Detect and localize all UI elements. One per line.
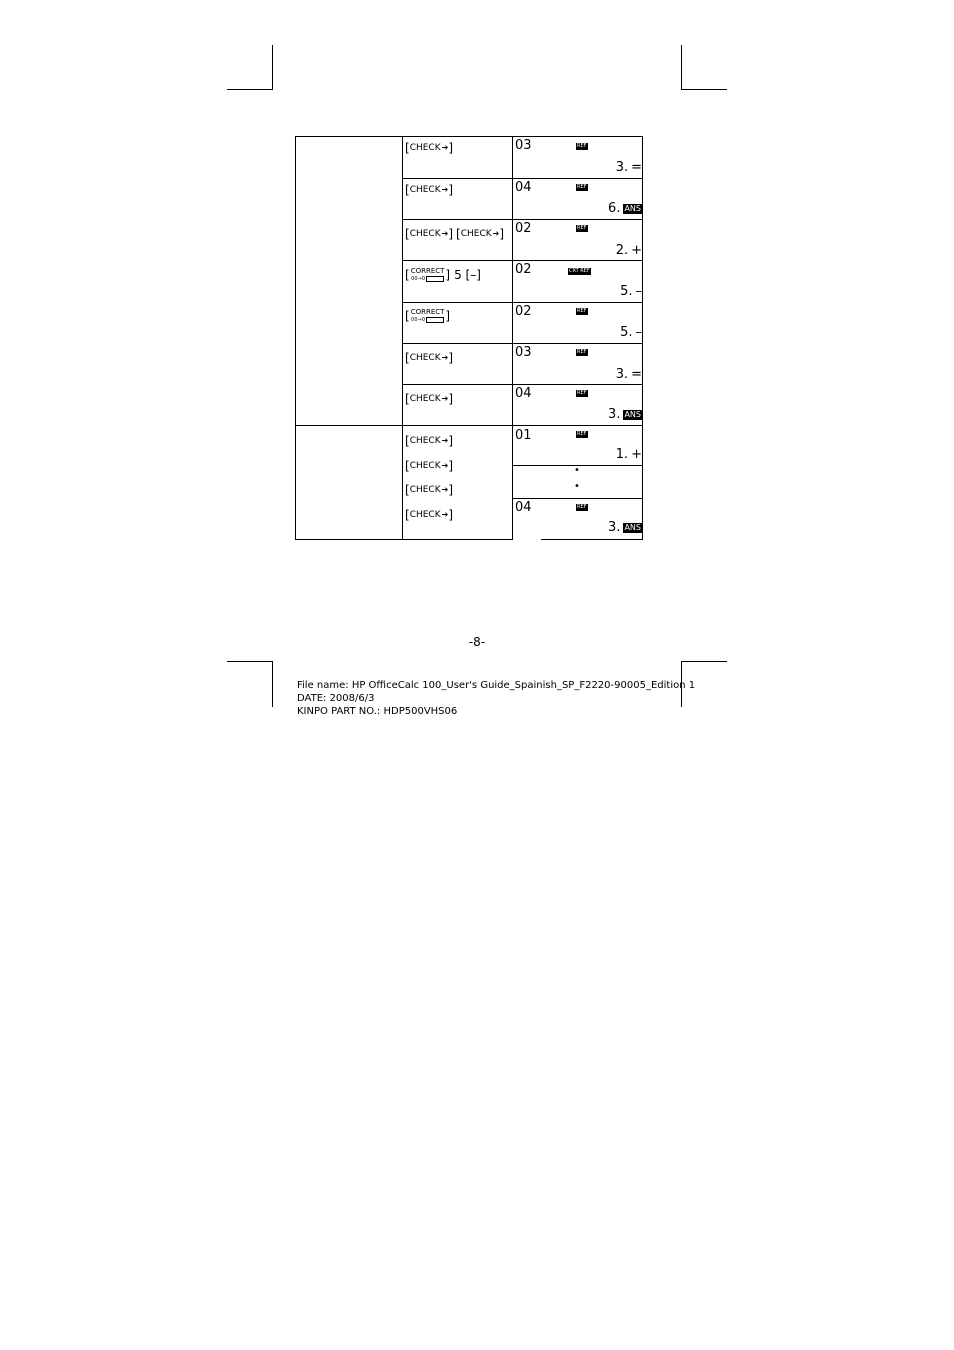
key-label: CHECK [409,436,441,446]
ref-indicator: REF [577,390,587,396]
arrow-right-icon: ➔ [441,353,449,362]
key-correct-5-minus: [ CORRECT 00→0 ] 5 [–] [405,267,481,282]
display-operator: = [631,160,642,175]
key-extra: 5 [–] [454,268,481,282]
display-number: 3. [608,407,621,422]
display-operator: = [631,367,642,382]
row-divider [402,178,643,179]
row-divider [402,302,643,303]
ref-indicator: REF [577,431,587,437]
key-label: CHECK [409,229,441,239]
crop-mark-top-left-horizontal [227,89,273,90]
correct-key-symbol: 00→0 [411,275,444,283]
step-number: 03 [515,138,532,153]
footer-date: DATE: 2008/6/3 [297,693,375,704]
backspace-icon [426,317,444,323]
key-check: [ CHECK ➔ ] [405,392,454,406]
correct-key-symbol: 00→0 [411,316,444,324]
display-value [616,368,642,382]
key-check: [ CHECK ➔ ] [405,183,454,197]
document-footer [297,679,695,718]
row-divider [402,343,643,344]
key-label: CHECK [409,510,441,520]
correct-key [411,267,445,283]
step-number: 04 [515,500,532,515]
ref-indicator: REF [577,225,587,231]
key-label: CHECK [460,229,492,239]
display-operator: + [631,447,642,462]
key-label: CHECK [409,143,441,153]
crop-mark-top-left-vertical [272,45,273,90]
correct-key [411,308,445,324]
key-label: CORRECT [410,308,445,316]
crt-ref-indicator: CRT REF [569,268,590,274]
key-label: CHECK [409,485,441,495]
footer-file-name: File name: HP OfficeCalc 100_User's Guide_Spainish_SP_F2220-90005_Edition 1 [297,680,696,691]
key-check: [ CHECK ➔ ] [405,483,454,497]
row-divider [402,260,643,261]
page-number: -8- [468,635,486,649]
display-value [620,285,642,299]
display-number: 3. [615,367,629,382]
display-number: 1. [615,447,629,462]
key-check: [ CHECK ➔ ] [405,351,454,365]
display-operator: + [631,243,642,258]
display-number: 5. [620,325,633,340]
key-label: CHECK [409,394,441,404]
table-border-bottom-left [295,539,512,540]
ans-indicator: ANS [624,410,641,419]
column-divider-1 [402,136,403,540]
arrow-right-icon: ➔ [441,510,449,519]
continuation-dot: • [574,465,580,476]
key-check: [ CHECK ➔ ] [405,434,454,448]
row-divider [402,384,643,385]
display-number: 5. [620,284,633,299]
arrow-right-icon: ➔ [441,461,449,470]
key-check-check: [ CHECK ➔ ] [ CHECK ➔ ] [405,227,505,241]
ref-indicator: REF [577,308,587,314]
column-divider-2 [512,136,513,540]
arrow-right-icon: ➔ [441,394,449,403]
display-value [616,244,642,258]
crop-mark-top-right-vertical [681,45,682,90]
arrow-right-icon: ➔ [441,185,449,194]
key-correct: [ CORRECT 00→0 ] [405,308,451,323]
step-number: 04 [515,180,532,195]
group-divider [295,425,643,426]
continuation-dot: • [574,481,580,492]
display-number: 2. [615,243,629,258]
ans-indicator: ANS [624,523,641,532]
ans-indicator: ANS [624,204,641,213]
step-number: 04 [515,386,532,401]
display-value [608,408,642,422]
key-check: [ CHECK ➔ ] [405,459,454,473]
row-divider [402,219,643,220]
key-label: CORRECT [410,267,445,275]
arrow-right-icon: ➔ [441,229,449,238]
arrow-right-icon: ➔ [441,436,449,445]
crop-mark-top-right-horizontal [681,89,727,90]
table-border-bottom-right [541,539,643,540]
display-operator: – [635,284,642,299]
crop-mark-bottom-left-horizontal [227,661,273,662]
display-value [620,326,642,340]
step-number: 03 [515,345,532,360]
display-operator: – [635,325,642,340]
table-border-top [295,136,643,137]
backspace-icon [426,276,444,282]
arrow-right-icon: ➔ [441,485,449,494]
ref-indicator: REF [577,143,587,149]
step-number: 01 [515,428,532,443]
display-value [616,448,642,462]
step-number: 02 [515,262,532,277]
key-label: CHECK [409,353,441,363]
display-number: 3. [608,520,621,535]
step-number: 02 [515,221,532,236]
arrow-right-icon: ➔ [441,143,449,152]
display-number: 6. [608,201,621,216]
ref-indicator: REF [577,349,587,355]
table-border-right [642,136,643,540]
table-border-left [295,136,296,540]
display-number: 3. [615,160,629,175]
display-value [616,161,642,175]
key-check: [ CHECK ➔ ] [405,141,454,155]
key-check: [ CHECK ➔ ] [405,508,454,522]
footer-part-number: KINPO PART NO.: HDP500VHS06 [297,706,458,717]
row-divider [512,498,643,499]
crop-mark-bottom-right-horizontal [681,661,727,662]
key-label: CHECK [409,185,441,195]
ref-indicator: REF [577,184,587,190]
ref-indicator: REF [577,504,587,510]
step-number: 02 [515,304,532,319]
display-value [608,521,642,535]
key-label: CHECK [409,461,441,471]
arrow-right-icon: ➔ [492,229,500,238]
crop-mark-bottom-left-vertical [272,661,273,707]
display-value [608,202,642,216]
